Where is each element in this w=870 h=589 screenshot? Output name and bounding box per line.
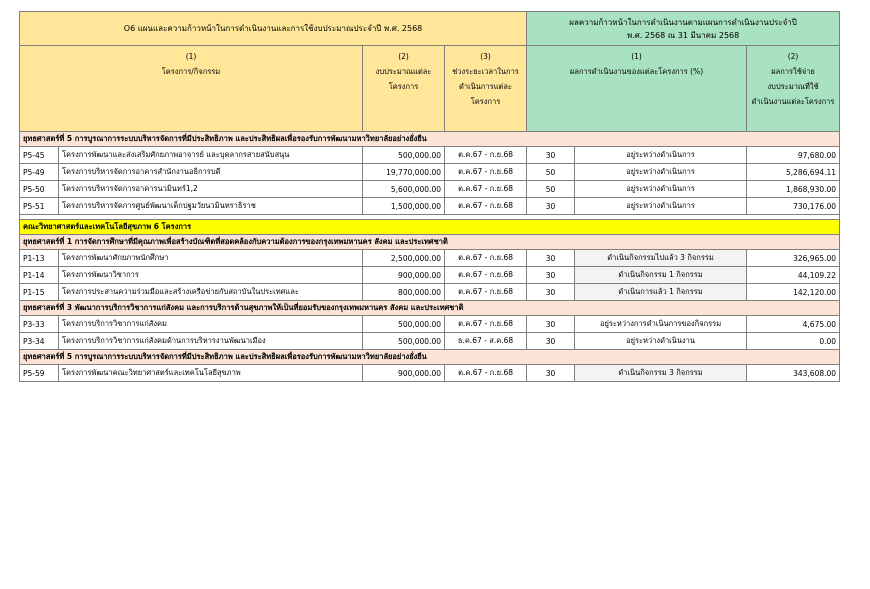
col-period-header: (3) ช่วงระยะเวลาในการ ดำเนินการแต่ละ โครงการ xyxy=(445,46,527,132)
progress-title: ผลความก้าวหน้าในการดำเนินงานตามแผนการดำเนินงานประจำปี พ.ศ. 2568 ณ 31 มีนาคม 2568 xyxy=(527,12,840,46)
project-period: ต.ค.67 - ก.ย.68 xyxy=(445,147,527,164)
group2-rows xyxy=(20,250,840,301)
amount-spent: 5,286,694.11 xyxy=(747,164,840,181)
progress-percent: 30 xyxy=(527,267,575,284)
faculty-heading: คณะวิทยาศาสตร์และเทคโนโลยีสุขภาพ 6 โครงการ xyxy=(20,220,840,235)
project-name: โครงการบริการวิชาการแก่สังคมด้านการบริหารงานพัฒนาเมือง xyxy=(59,333,363,350)
progress-status: อยู่ระหว่างดำเนินการ xyxy=(575,147,747,164)
strategy-heading: ยุทธศาสตร์ที่ 5 การบูรณาการระบบบริหารจัดการที่มีประสิทธิภาพ และประสิทธิผลเพื่อรองรับการพัฒนามหาวิทยาลัยอย่างยั่งยืน xyxy=(20,350,840,365)
project-code: P3-34 xyxy=(20,333,59,350)
project-name: โครงการพัฒนาคณะวิทยาศาสตร์และเทคโนโลยีสุขภาพ xyxy=(59,365,363,382)
project-code: P1-15 xyxy=(20,284,59,301)
table-row xyxy=(20,181,840,198)
amount-spent: 730,176.00 xyxy=(747,198,840,215)
table-row xyxy=(20,164,840,181)
project-period: ต.ค.67 - ก.ย.68 xyxy=(445,181,527,198)
col-spent-header: (2) ผลการใช้จ่าย งบประมาณที่ใช้ ดำเนินงานแต่ละโครงการ xyxy=(747,46,840,132)
table-row xyxy=(20,333,840,350)
progress-percent: 30 xyxy=(527,284,575,301)
amount-spent: 343,608.00 xyxy=(747,365,840,382)
project-code: P5-51 xyxy=(20,198,59,215)
strategy-heading: ยุทธศาสตร์ที่ 1 การจัดการศึกษาที่มีคุณภาพเพื่อสร้างบัณฑิตที่สอดคล้องกับความต้องการของกรุงเทพมหานคร สังคม และประเทศชาติ xyxy=(20,235,840,250)
table-row xyxy=(20,267,840,284)
progress-status: อยู่ระหว่างดำเนินงาน xyxy=(575,333,747,350)
project-period: ต.ค.67 - ก.ย.68 xyxy=(445,267,527,284)
amount-spent: 97,680.00 xyxy=(747,147,840,164)
table-row xyxy=(20,250,840,267)
project-period: ต.ค.67 - ก.ย.68 xyxy=(445,284,527,301)
table-row xyxy=(20,198,840,215)
project-code: P5-45 xyxy=(20,147,59,164)
table-row xyxy=(20,147,840,164)
progress-percent: 30 xyxy=(527,316,575,333)
amount-spent: 0.00 xyxy=(747,333,840,350)
progress-percent: 50 xyxy=(527,164,575,181)
progress-status: อยู่ระหว่างการดำเนินการของกิจกรรม xyxy=(575,316,747,333)
project-name: โครงการบริการวิชาการแก่สังคม xyxy=(59,316,363,333)
amount-spent: 326,965.00 xyxy=(747,250,840,267)
col-progress-header: (1) ผลการดำเนินงานของแต่ละโครงการ (%) xyxy=(527,46,747,132)
amount-spent: 44,109.22 xyxy=(747,267,840,284)
project-code: P5-59 xyxy=(20,365,59,382)
project-name: โครงการบริหารจัดการอาคารสำนักงานอธิการบดี xyxy=(59,164,363,181)
project-budget: 900,000.00 xyxy=(363,365,445,382)
table-row xyxy=(20,316,840,333)
progress-status: ดำเนินกิจกรรมไปแล้ว 3 กิจกรรม xyxy=(575,250,747,267)
progress-status: อยู่ระหว่างดำเนินการ xyxy=(575,164,747,181)
project-code: P5-50 xyxy=(20,181,59,198)
progress-status: อยู่ระหว่างดำเนินการ xyxy=(575,198,747,215)
group1-rows xyxy=(20,147,840,215)
project-budget: 1,500,000.00 xyxy=(363,198,445,215)
project-code: P1-14 xyxy=(20,267,59,284)
group3-rows xyxy=(20,316,840,350)
progress-percent: 30 xyxy=(527,365,575,382)
col-budget-header: (2) งบประมาณแต่ละ โครงการ xyxy=(363,46,445,132)
project-budget: 2,500,000.00 xyxy=(363,250,445,267)
progress-status: ดำเนินกิจกรรม 1 กิจกรรม xyxy=(575,267,747,284)
project-budget: 500,000.00 xyxy=(363,147,445,164)
project-name: โครงการบริหารจัดการศูนย์พัฒนาเด็กปฐมวัยนวมินทราธิราช xyxy=(59,198,363,215)
group4-rows xyxy=(20,365,840,382)
col-project-header: (1) โครงการ/กิจกรรม xyxy=(20,46,363,132)
project-period: ต.ค.67 - ก.ย.68 xyxy=(445,365,527,382)
strategy-heading: ยุทธศาสตร์ที่ 3 พัฒนาการบริการวิชาการแก่สังคม และการบริการด้านสุขภาพให้เป็นที่ยอมรับของกรุงเทพมหานคร สังคม และประเทศชาติ xyxy=(20,301,840,316)
project-period: ต.ค.67 - ก.ย.68 xyxy=(445,316,527,333)
progress-status: ดำเนินการแล้ว 1 กิจกรรม xyxy=(575,284,747,301)
project-budget: 19,770,000.00 xyxy=(363,164,445,181)
project-code: P1-13 xyxy=(20,250,59,267)
progress-percent: 30 xyxy=(527,198,575,215)
strategy-heading: ยุทธศาสตร์ที่ 5 การบูรณาการระบบบริหารจัดการที่มีประสิทธิภาพ และประสิทธิผลเพื่อรองรับการพัฒนามหาวิทยาลัยอย่างยั่งยืน xyxy=(20,132,840,147)
progress-percent: 30 xyxy=(527,147,575,164)
progress-status: อยู่ระหว่างดำเนินการ xyxy=(575,181,747,198)
project-name: โครงการพัฒนาวิชาการ xyxy=(59,267,363,284)
progress-status: ดำเนินกิจกรรม 3 กิจกรรม xyxy=(575,365,747,382)
progress-percent: 30 xyxy=(527,250,575,267)
project-budget: 500,000.00 xyxy=(363,316,445,333)
amount-spent: 142,120.00 xyxy=(747,284,840,301)
project-period: ต.ค.67 - ก.ย.68 xyxy=(445,250,527,267)
project-name: โครงการประสานความร่วมมือและสร้างเครือข่ายกับสถาบันในประเทศและ xyxy=(59,284,363,301)
progress-table xyxy=(19,11,840,382)
project-name: โครงการพัฒนาศักยภาพนักศึกษา xyxy=(59,250,363,267)
project-budget: 800,000.00 xyxy=(363,284,445,301)
amount-spent: 4,675.00 xyxy=(747,316,840,333)
project-code: P3-33 xyxy=(20,316,59,333)
progress-percent: 30 xyxy=(527,333,575,350)
project-budget: 5,600,000.00 xyxy=(363,181,445,198)
project-period: ต.ค.67 - ก.ย.68 xyxy=(445,164,527,181)
project-name: โครงการพัฒนาและส่งเสริมศักยภาพอาจารย์ และบุคลากรสายสนับสนุน xyxy=(59,147,363,164)
project-period: ต.ค.67 - ก.ย.68 xyxy=(445,198,527,215)
plan-title: O6 แผนและความก้าวหน้าในการดำเนินงานและการใช้งบประมาณประจำปี พ.ศ. 2568 xyxy=(20,12,527,46)
table-row xyxy=(20,284,840,301)
project-name: โครงการบริหารจัดการอาคารนวมินทร์1,2 xyxy=(59,181,363,198)
table-row xyxy=(20,365,840,382)
progress-percent: 50 xyxy=(527,181,575,198)
project-budget: 500,000.00 xyxy=(363,333,445,350)
project-period: ธ.ค.67 - ส.ค.68 xyxy=(445,333,527,350)
project-code: P5-49 xyxy=(20,164,59,181)
amount-spent: 1,868,930.00 xyxy=(747,181,840,198)
project-budget: 900,000.00 xyxy=(363,267,445,284)
